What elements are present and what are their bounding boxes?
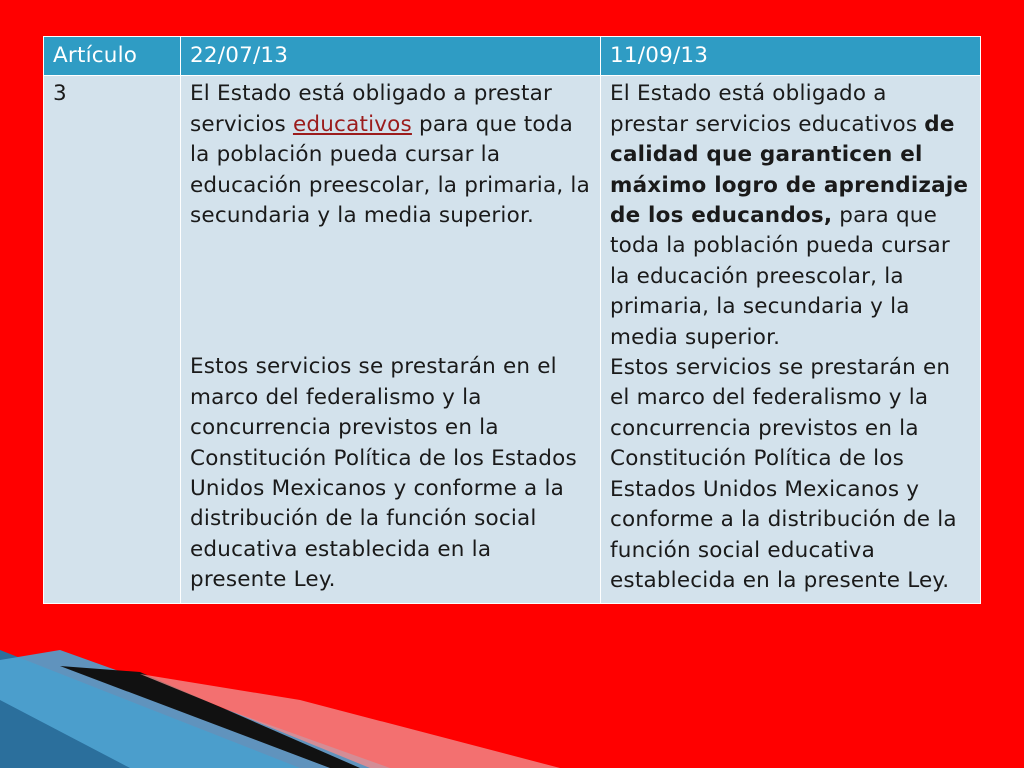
black-swoosh: [60, 666, 360, 768]
paragraph-2: Estos servicios se prestarán en el marco del federalismo y la concurrencia previstos en la Constitución Política de los Estados Unidos Mexicanos y conforme a la distribución de la función social educativa establecida en la presente Ley.: [610, 355, 957, 593]
paragraph-1: [610, 79, 971, 353]
comparison-table: [43, 36, 981, 604]
text-11-09-13: [601, 76, 981, 604]
table-row: [44, 76, 981, 604]
paragraph-1-start: El Estado está obligado a prestar servicios educativos: [610, 81, 925, 137]
header-date-1: 22/07/13: [181, 37, 601, 76]
paragraph-2: Estos servicios se prestarán en el marco del federalismo y la concurrencia previstos en la Constitución Política de los Estados Unidos Mexicanos y conforme a la distribución de la función social educativa establecida en la presente Ley.: [190, 354, 577, 593]
quality-emphasis: de calidad que garanticen el máximo logro de aprendizaje de los educandos,: [610, 111, 969, 229]
paragraph-1-start: El Estado está obligado a prestar servicios: [190, 81, 552, 137]
paragraph-1-end: para que toda la población pueda cursar la educación preescolar, la primaria, la secundaria y la media superior.: [190, 111, 590, 229]
header-date-2: 11/09/13: [601, 37, 981, 76]
pink-swoosh: [140, 674, 560, 768]
blue-swoosh-dark: [0, 650, 300, 768]
header-row: [44, 37, 981, 76]
article-number: 3: [44, 76, 181, 604]
header-articulo: Artículo: [44, 37, 181, 76]
paragraph-spacer: [190, 231, 591, 352]
blue-swoosh-light: [0, 650, 390, 768]
paragraph-1-end: para que toda la población pueda cursar la educación preescolar, la primaria, la secundaria y la media superior.: [610, 203, 950, 350]
educativos-link[interactable]: educativos: [292, 111, 412, 137]
paragraph-1: [190, 79, 591, 231]
text-22-07-13: [181, 76, 601, 604]
